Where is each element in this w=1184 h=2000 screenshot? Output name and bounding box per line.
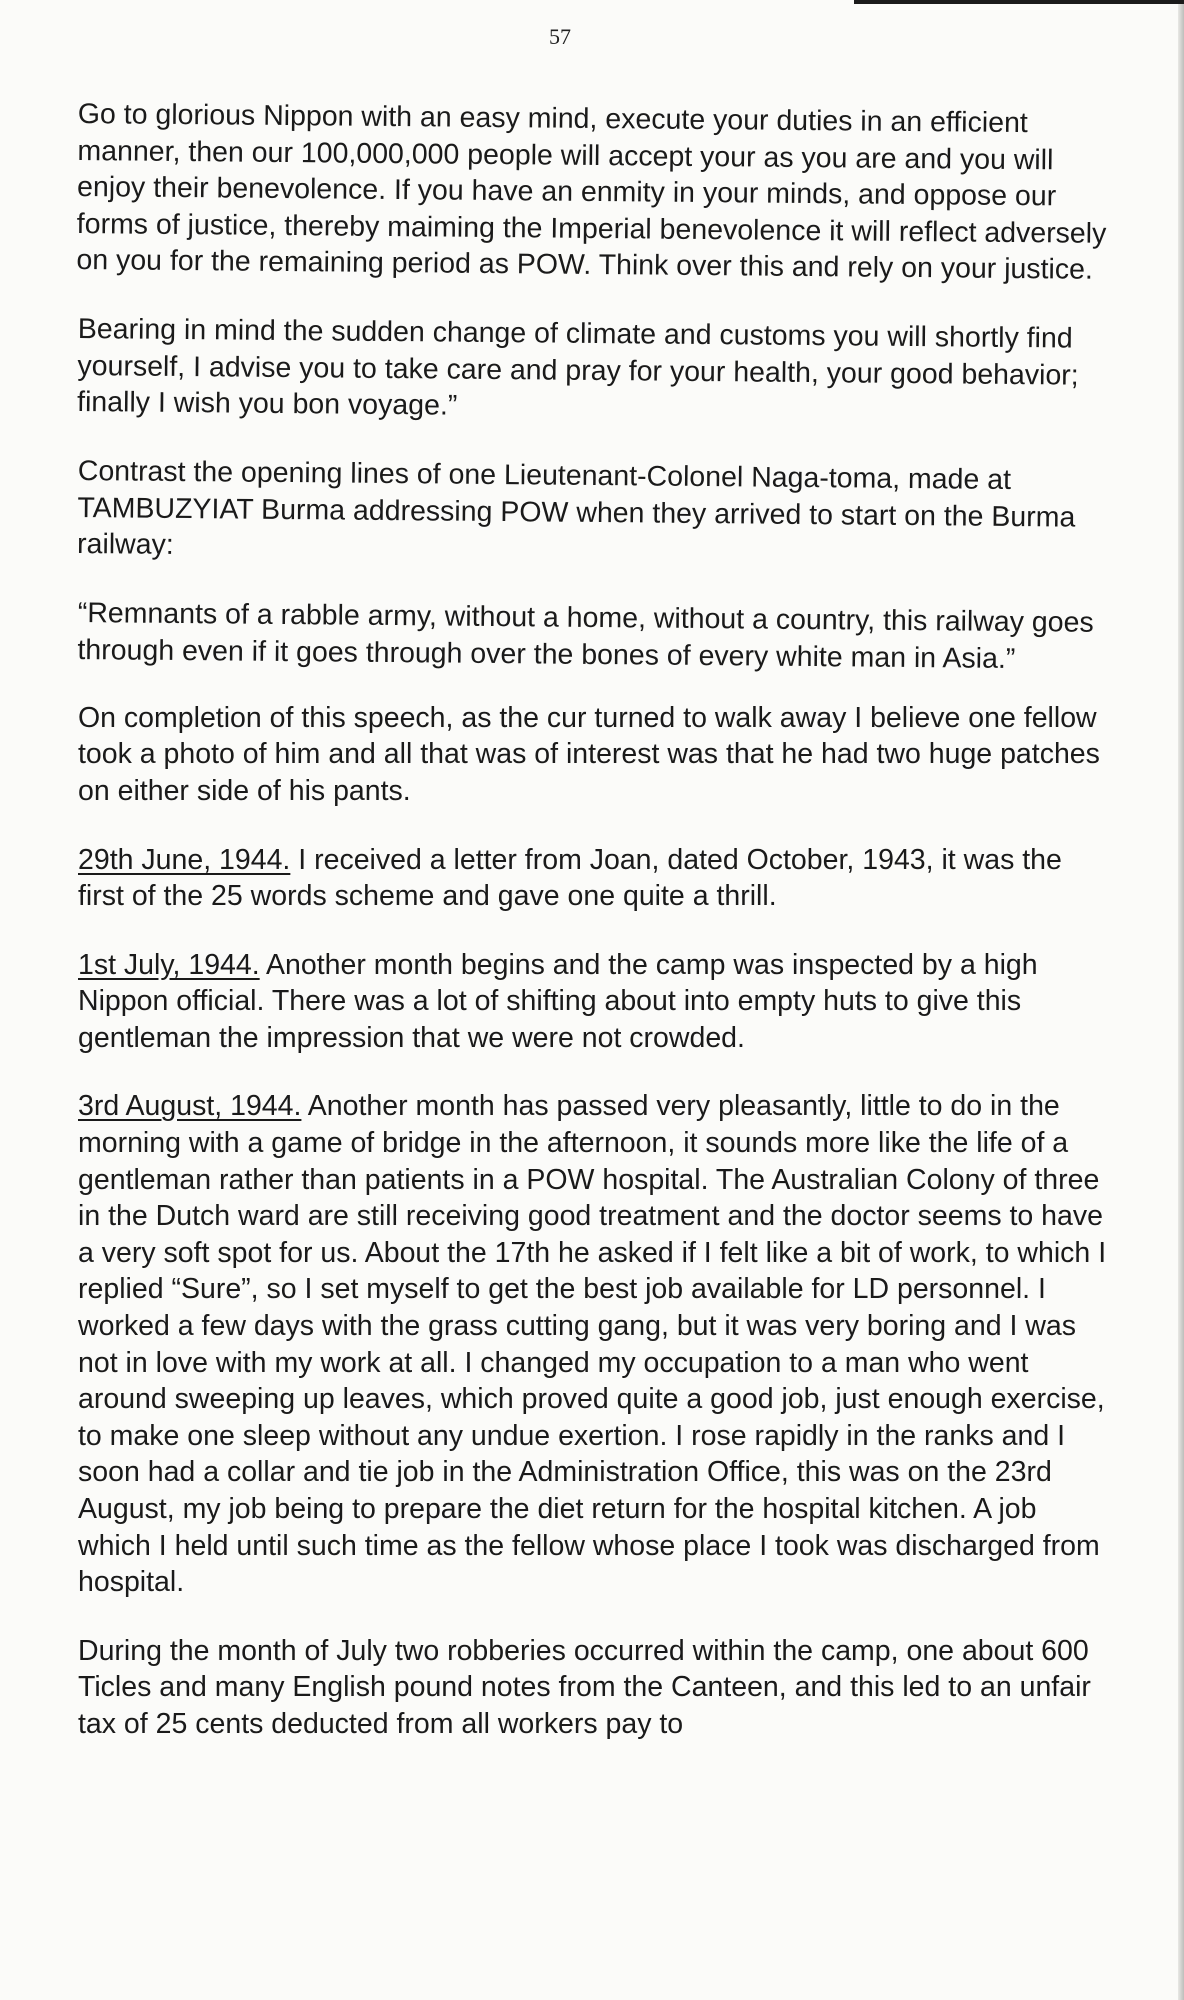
paragraph-text: Go to glorious Nippon with an easy mind, execute your duties in an efficient manner, then our 100,000,000 people will accept your as you are and you will enjoy their benevolence. If you have an enmity in your minds, and oppose our forms of justice, thereby maiming the Imperial benevolence it will reflect adversely on you for the remaining period as POW. Think over this and rely on your justice.	[76, 97, 1107, 287]
page-number: 57	[549, 24, 571, 49]
paragraph-text: Contrast the opening lines of one Lieutenant-Colonel Naga-toma, made at TAMBUZYIAT Burma addressing POW when they arrived to start on the Burma railway:	[76, 454, 1076, 561]
paragraph-text: “Remnants of a rabble army, without a home, without a country, this railway goes through even if it goes through over the bones of every white man in Asia.”	[77, 596, 1094, 675]
paragraph	[77, 453, 1108, 573]
entry-text: Another month begins and the camp was inspected by a high Nippon official. There was a lot of shifting about into empty huts to give this gentleman the impression that we were not crowded.	[78, 948, 1038, 1054]
paragraph-text: Bearing in mind the sudden change of climate and customs you will shortly find yourself, I advise you to take care and pray for your health, your good behavior; finally I wish you bon voyage.”	[76, 312, 1079, 422]
diary-entry	[78, 1088, 1108, 1600]
paragraph	[77, 595, 1108, 678]
entry-date: 29th June, 1944.	[78, 843, 291, 876]
paragraph	[78, 1633, 1108, 1743]
diary-entry	[78, 842, 1108, 915]
entry-date: 3rd August, 1944.	[78, 1090, 302, 1123]
entry-date: 1st July, 1944.	[78, 948, 260, 981]
top-rule	[854, 0, 1184, 4]
document-body	[78, 96, 1108, 1743]
paragraph	[76, 96, 1108, 289]
paragraph	[77, 311, 1108, 431]
diary-entry	[78, 947, 1108, 1057]
paragraph-text: On completion of this speech, as the cur turned to walk away I believe one fellow took a photo of him and all that was of interest was that he had two huge patches on either side of his pants.	[78, 701, 1100, 807]
entry-text: Another month has passed very pleasantly, little to do in the morning with a game of bridge in the afternoon, it sounds more like the life of a gentleman rather than patients in a POW hospital. The Australian Colony of three in the Dutch ward are still receiving good treatment and the doctor seems to have a very soft spot for us. About the 17th he asked if I felt like a bit of work, to which I replied “Sure”, so I set myself to get the best job available for LD personnel. I worked a few days with the grass cutting gang, but it was very boring and I was not in love with my work at all. I changed my occupation to a man who went around sweeping up leaves, which proved quite a good job, just enough exercise, to make one sleep without any undue exertion. I rose rapidly in the ranks and I soon had a collar and tie job in the Administration Office, this was on the 23rd August, my job being to prepare the diet return for the hospital kitchen. A job which I held until such time as the fellow whose place I took was discharged from hospital.	[78, 1090, 1107, 1599]
paragraph	[78, 700, 1108, 810]
entry-text: I received a letter from Joan, dated October, 1943, it was the first of the 25 words scheme and gave one quite a thrill.	[78, 843, 1062, 913]
page-edge-shadow	[1178, 0, 1184, 2000]
paragraph-text: During the month of July two robberies occurred within the camp, one about 600 Ticles and many English pound notes from the Canteen, and this led to an unfair tax of 25 cents deducted from all workers pay to	[78, 1634, 1091, 1740]
